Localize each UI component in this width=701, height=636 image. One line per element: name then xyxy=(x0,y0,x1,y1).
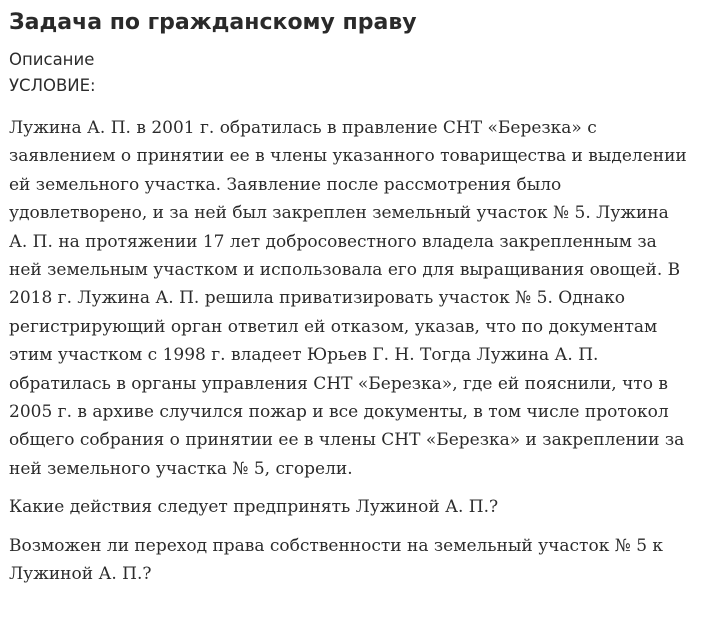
condition-text: Лужина А. П. в 2001 г. обратилась в правление СНТ «Березка» с заявлением о принятии ее в члены указанного товарищества и выделении ей земельного участка. Заявление после рассмотрения было удовлетворено, и за ней был закреплен земельный участок № 5. Лужина А. П. на протяжении 17 лет добросовестного владела закрепленным за ней земельным участком и использовала его для выращивания овощей. В 2018 г. Лужина А. П. решила приватизировать участок № 5. Однако регистрирующий орган ответил ей отказом, указав, что по документам этим участком с 1998 г. владеет Юрьев Г. Н. Тогда Лужина А. П. обратилась в органы управления СНТ «Березка», где ей пояснили, что в 2005 г. в архиве случился пожар и все документы, в том числе протокол общего собрания о принятии ее в члены СНТ «Березка» и закреплении за ней земельного участка № 5, сгорели. xyxy=(9,118,687,479)
condition-label: УСЛОВИЕ: xyxy=(9,76,96,95)
page-title: Задача по гражданскому праву xyxy=(9,10,417,35)
question-2: Возможен ли переход права собственности на земельный участок № 5 к Лужиной А. П.? xyxy=(9,535,664,585)
description-label: Описание xyxy=(9,50,95,69)
question-1: Какие действия следует предпринять Лужиной А. П.? xyxy=(9,497,499,518)
